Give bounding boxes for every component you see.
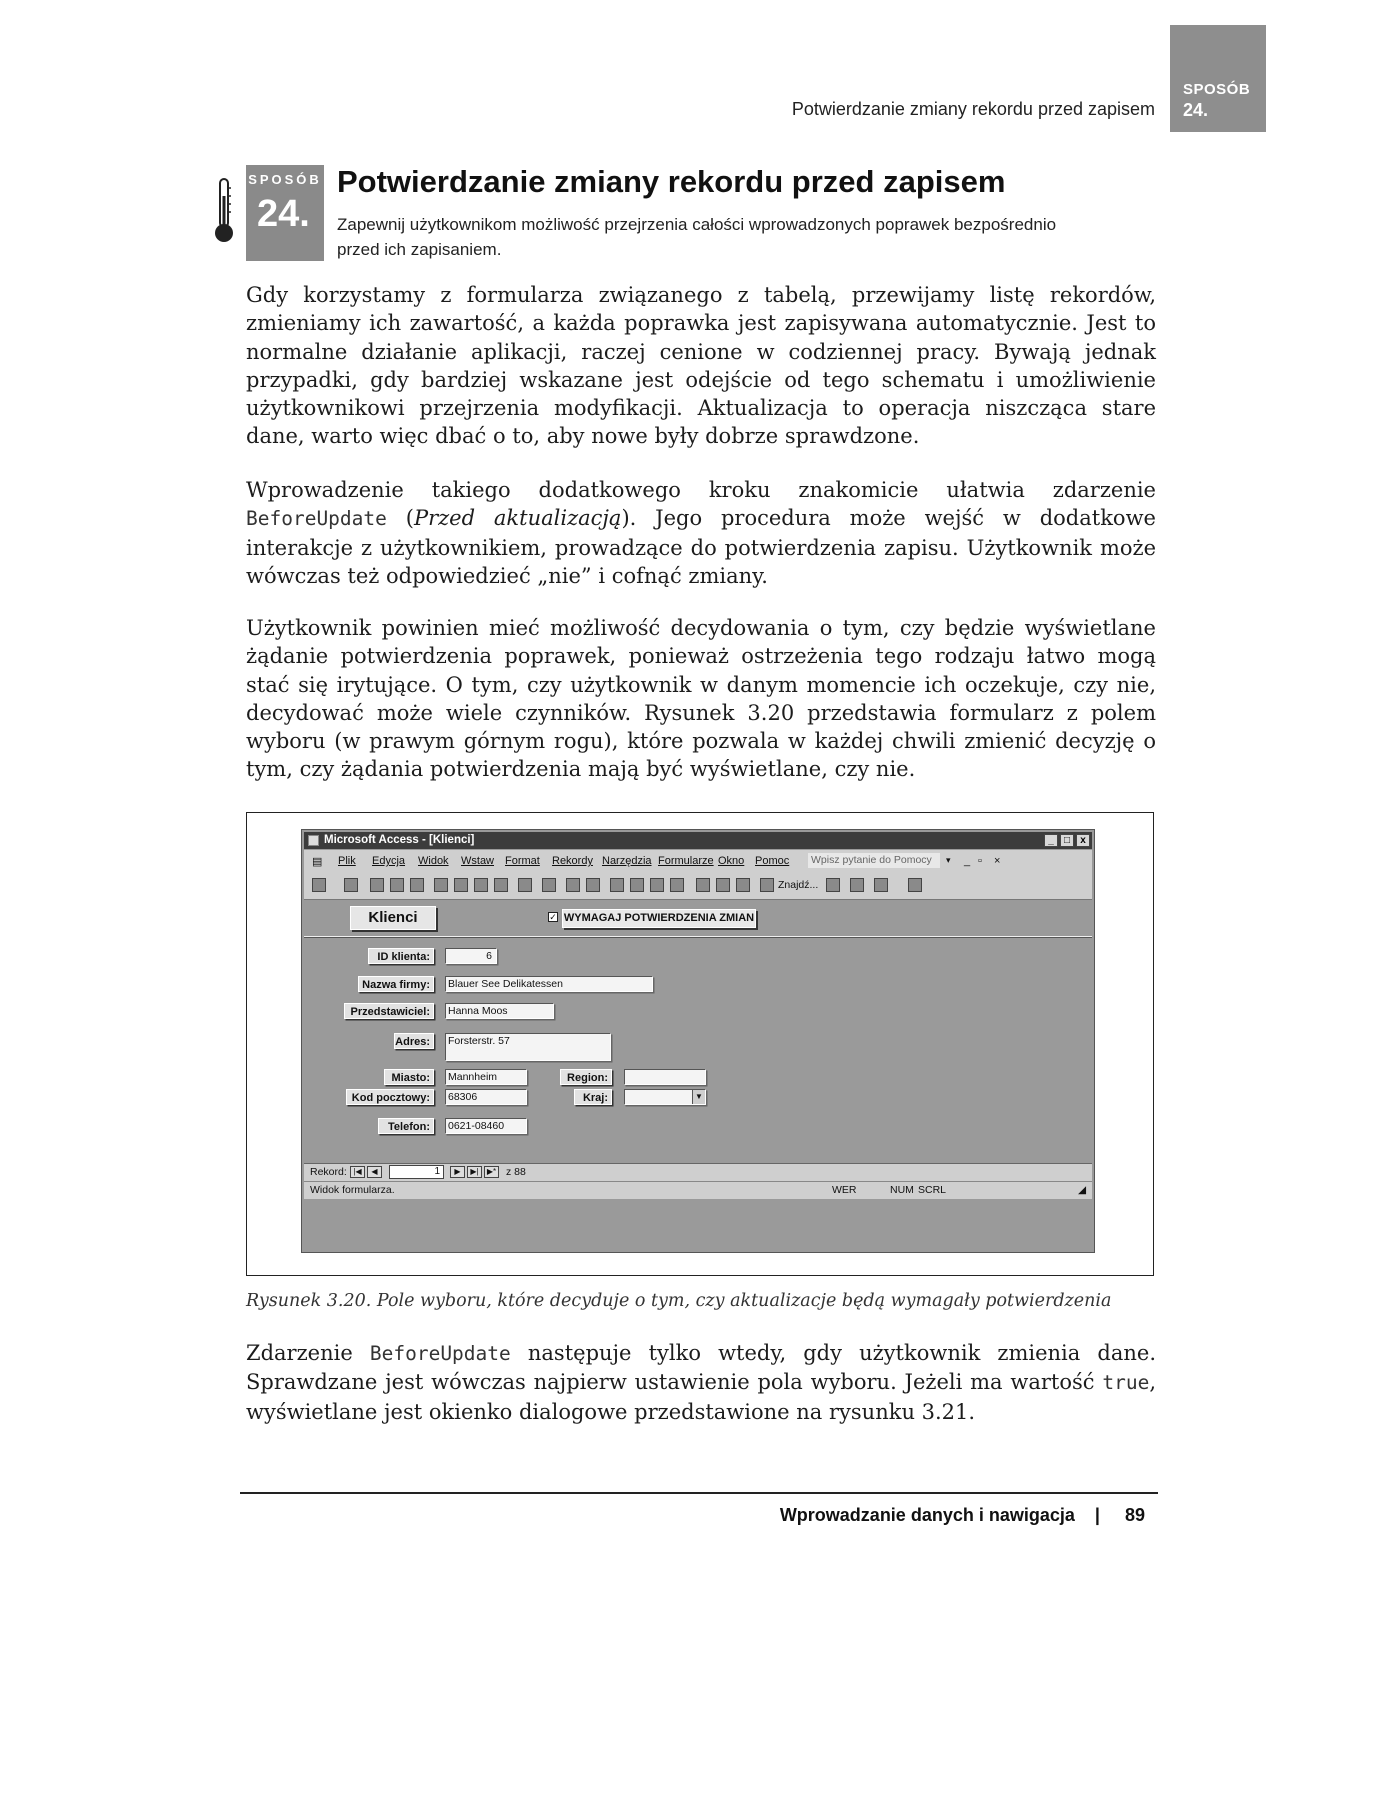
code-beforeupdate-2: BeforeUpdate — [369, 1342, 511, 1365]
paragraph-4-text-b: następuje tylko wtedy, gdy użytkownik zmienia dane. Sprawdzane jest wówczas najpierw ustawienie pola wyboru. Jeżeli ma wartość — [246, 1341, 1156, 1395]
hack-subtitle: Zapewnij użytkownikom możliwość przejrzenia całości wprowadzonych poprawek bezpośrednio przed ich zapisaniem. — [337, 215, 1057, 259]
paragraph-4-text-a: Zdarzenie — [246, 1341, 370, 1365]
postal-code-field[interactable]: 68306 — [445, 1089, 527, 1105]
toolbar — [304, 873, 1092, 900]
menu-bar — [304, 850, 1092, 873]
paragraph-2-text-a: Wprowadzenie takiego dodatkowego kroku znakomicie ułatwia zdarzenie — [246, 478, 1156, 502]
country-label: Kraj: — [574, 1089, 612, 1105]
address-field[interactable]: Forsterstr. 57 — [445, 1033, 611, 1061]
paragraph-2-text-b: ( — [386, 506, 414, 531]
resize-grip-icon[interactable]: ◢ — [1078, 1184, 1087, 1196]
id-label: ID klienta: — [368, 948, 434, 964]
page-number: 89 — [1124, 1505, 1145, 1525]
window-titlebar — [304, 832, 1092, 849]
corner-hack-number: 24. — [1183, 100, 1209, 120]
corner-hack-label: SPOSÓB — [1183, 81, 1251, 98]
format-painter-icon[interactable] — [494, 878, 508, 892]
hack-badge — [246, 165, 324, 261]
first-record-icon[interactable]: |◀ — [350, 1166, 365, 1178]
status-bar — [304, 1181, 1092, 1199]
menu-formularze[interactable]: Formularze — [658, 855, 714, 867]
menubar-doc-icon: ▤ — [312, 856, 323, 868]
paste-icon[interactable] — [474, 878, 488, 892]
last-record-icon[interactable]: ▶| — [467, 1166, 482, 1178]
running-header-title: Potwierdzanie zmiany rekordu przed zapisem — [791, 99, 1155, 119]
thermometer-icon — [214, 178, 234, 244]
company-label: Nazwa firmy: — [358, 976, 434, 992]
print-icon[interactable] — [370, 878, 384, 892]
new-object-dropdown-icon[interactable] — [874, 878, 888, 892]
region-label: Region: — [560, 1069, 612, 1085]
binoculars-icon[interactable] — [760, 878, 774, 892]
confirm-checkbox-label: WYMAGAJ POTWIERDZENIA ZMIAN — [562, 909, 756, 928]
menu-okno[interactable]: Okno — [718, 855, 745, 867]
corner-hack-tab — [1170, 25, 1266, 132]
record-navigation — [304, 1163, 1092, 1181]
code-beforeupdate: BeforeUpdate — [246, 507, 387, 531]
chevron-down-icon[interactable]: ▼ — [692, 1090, 705, 1104]
ask-dropdown-icon[interactable]: ▾ — [946, 855, 951, 865]
ask-question-box[interactable]: Wpisz pytanie do Pomocy — [808, 853, 940, 868]
save-icon[interactable] — [344, 878, 358, 892]
country-combo[interactable] — [624, 1089, 706, 1105]
close-button[interactable]: x — [1076, 834, 1090, 847]
paragraph-4-text-c: , wyświetlane jest okienko dialogowe przedstawione na rysunku 3.21. — [246, 1370, 1156, 1424]
apply-filter-icon[interactable] — [650, 878, 664, 892]
confirm-checkbox[interactable]: ✓ — [549, 912, 557, 922]
paragraph-3: Użytkownik powinien mieć możliwość decydowania o tym, czy będzie wyświetlane żądanie potwierdzenia poprawek, ponieważ ostrzeżenia tego rodzaju łatwo mogą stać się irytujące. O tym, czy użytkownik w danym momencie ich oczekuje, czy nie, decydować może wiele czynników. Rysunek 3.20 przedstawia formularz z polem wyboru (w prawym górnym rogu), które pozwala w każdej chwili zmienić decyzję o tym, czy żądania potwierdzenia mają być wyświetlane, czy nie. — [246, 616, 1156, 782]
phone-field[interactable]: 0621-08460 — [445, 1118, 527, 1134]
menu-edycja[interactable]: Edycja — [372, 855, 406, 867]
new-object-icon[interactable] — [826, 878, 840, 892]
properties-icon[interactable] — [736, 878, 750, 892]
view-icon[interactable] — [312, 878, 326, 892]
company-field[interactable]: Blauer See Delikatessen — [445, 976, 653, 992]
status-text: Widok formularza. — [310, 1184, 395, 1196]
access-window — [301, 829, 1095, 1253]
previous-record-icon[interactable]: ◀ — [367, 1166, 382, 1178]
filter-by-selection-icon[interactable] — [610, 878, 624, 892]
paragraph-4 — [246, 1339, 1156, 1426]
record-number-input[interactable]: 1 — [389, 1165, 444, 1179]
menu-format[interactable]: Format — [505, 855, 540, 867]
region-field[interactable] — [624, 1069, 706, 1085]
copy-icon[interactable] — [454, 878, 468, 892]
postal-code-label: Kod pocztowy: — [346, 1089, 434, 1105]
database-window-icon[interactable] — [850, 878, 864, 892]
child-restore-icon[interactable]: ▫ — [978, 855, 982, 867]
hack-badge-label: SPOSÓB — [248, 172, 322, 187]
hack-badge-number: 24. — [257, 193, 310, 235]
record-label: Rekord: — [310, 1166, 347, 1178]
cut-icon[interactable] — [434, 878, 448, 892]
new-record-icon[interactable] — [696, 878, 710, 892]
maximize-button[interactable]: □ — [1060, 834, 1074, 847]
footer-chapter: Wprowadzanie danych i nawigacja — [779, 1505, 1075, 1525]
remove-filter-icon[interactable] — [670, 878, 684, 892]
paragraph-2-text-c: ). Jego procedura może wejść w dodatkowe interakcje z użytkownikiem, prowadzące do potwierdzenia zapisu. Użytkownik może wówczas też odpowiedzieć „nie” i cofnąć zmiany. — [246, 506, 1156, 588]
minimize-button[interactable]: _ — [1044, 834, 1058, 847]
child-close-icon[interactable]: × — [994, 855, 1001, 867]
hyperlink-icon[interactable] — [542, 878, 556, 892]
city-field[interactable]: Mannheim — [445, 1069, 527, 1085]
city-label: Miasto: — [384, 1069, 434, 1085]
paragraph-1: Gdy korzystamy z formularza związanego z tabelą, przewijamy listę rekordów, zmieniamy ich zawartość, a każda poprawka jest zapisywana automatycznie. Jest to normalne działanie aplikacji, raczej cenione w codziennej pracy. Bywają jednak przypadki, gdy bardziej wskazane jest odejście od tego schematu i umożliwienie użytkownikowi przejrzenia modyfikacji. Aktualizacja to operacja niszcząca stare dane, warto więc dbać o to, aby nowe były dobrze sprawdzone. — [246, 283, 1156, 449]
status-wer: WER — [832, 1184, 857, 1196]
spelling-icon[interactable] — [410, 878, 424, 892]
sort-descending-icon[interactable] — [586, 878, 600, 892]
paragraph-2 — [246, 476, 1156, 590]
menu-widok[interactable]: Widok — [418, 855, 449, 867]
footer-rule — [240, 1492, 1158, 1494]
paragraph-2-italic: Przed aktualizacją — [413, 506, 622, 531]
status-scrl: SCRL — [918, 1184, 947, 1196]
form-area — [304, 900, 1092, 1162]
form-title: Klienci — [350, 906, 436, 930]
footer — [780, 1505, 1145, 1526]
phone-label: Telefon: — [378, 1118, 434, 1134]
undo-icon[interactable] — [518, 878, 532, 892]
footer-separator: | — [1094, 1505, 1100, 1525]
sort-ascending-icon[interactable] — [566, 878, 580, 892]
representative-field[interactable]: Hanna Moos — [445, 1003, 554, 1019]
menu-pomoc[interactable]: Pomoc — [755, 855, 790, 867]
address-label: Adres: — [394, 1033, 434, 1049]
filter-by-form-icon[interactable] — [630, 878, 644, 892]
menu-plik[interactable]: Plik — [338, 855, 356, 867]
menu-wstaw[interactable]: Wstaw — [461, 855, 494, 867]
status-num: NUM — [890, 1184, 914, 1196]
figure-caption: Rysunek 3.20. Pole wyboru, które decyduje o tym, czy aktualizacje będą wymagały potwierdzenia — [246, 1291, 1112, 1311]
new-record-nav-icon[interactable]: ▶* — [484, 1166, 499, 1178]
preview-icon[interactable] — [390, 878, 404, 892]
record-count: z 88 — [506, 1166, 526, 1178]
find-label[interactable]: Znajdź... — [778, 879, 819, 891]
child-minimize-icon[interactable]: _ — [964, 855, 971, 867]
representative-label: Przedstawiciel: — [344, 1003, 434, 1019]
form-header-divider — [304, 936, 1092, 938]
access-app-icon — [308, 835, 319, 846]
window-title: Microsoft Access - [Klienci] — [324, 834, 475, 846]
menu-rekordy[interactable]: Rekordy — [552, 855, 593, 867]
hack-title: Potwierdzanie zmiany rekordu przed zapisem — [337, 164, 1006, 199]
id-field[interactable]: 6 — [445, 948, 497, 964]
figure-frame — [246, 812, 1154, 1276]
delete-record-icon[interactable] — [716, 878, 730, 892]
help-icon[interactable] — [908, 878, 922, 892]
code-true: true — [1102, 1371, 1150, 1395]
next-record-icon[interactable]: ▶ — [450, 1166, 465, 1178]
menu-narzedzia[interactable]: Narzędzia — [602, 855, 652, 867]
